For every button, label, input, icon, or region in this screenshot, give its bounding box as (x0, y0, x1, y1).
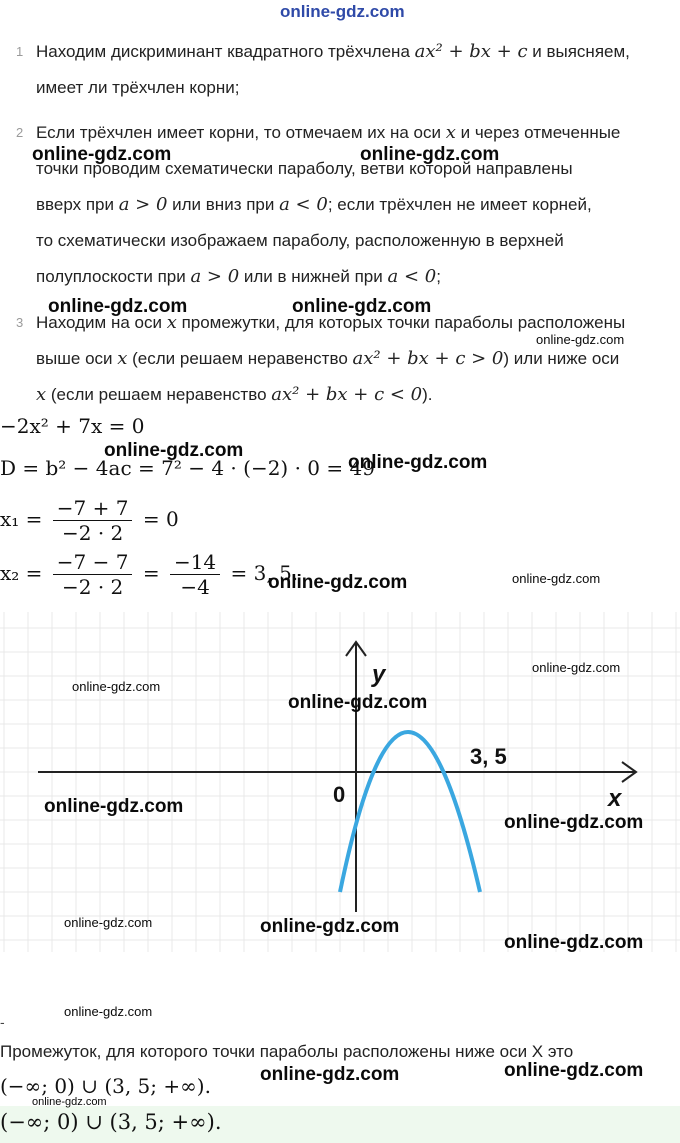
watermark: online-gdz.com (360, 144, 500, 165)
math-variable: x (36, 384, 47, 405)
step-text (36, 259, 676, 295)
watermark: online-gdz.com (512, 571, 601, 586)
discriminant-equation: D = b² − 4ac = 7² − 4 · (−2) · 0 = 49 (0, 456, 375, 480)
step-number: 3 (16, 315, 24, 330)
step-text-line: ). (422, 385, 433, 404)
step-text-line: имеет ли трёхчлен корни; (36, 78, 240, 97)
math-expression: a < 0 (387, 266, 437, 287)
watermark: online-gdz.com (268, 572, 408, 593)
watermark: online-gdz.com (280, 2, 405, 21)
math-expression: ax² + bx + c < 0 (271, 384, 423, 405)
root-label: x₂ = (0, 561, 43, 585)
watermark: online-gdz.com (536, 332, 625, 347)
root-x1-equation (0, 496, 179, 545)
step-text-line: ; (436, 267, 441, 286)
step-number: 2 (16, 125, 24, 140)
math-expression: a < 0 (279, 194, 328, 215)
denominator: −4 (180, 575, 210, 599)
math-variable: x (117, 348, 128, 369)
step-text-line: или в нижней при (239, 267, 388, 286)
watermark: online-gdz.com (504, 1060, 644, 1081)
step-text-line: выше оси (36, 349, 118, 368)
math-variable: x (445, 122, 456, 143)
step-text-line: и через отмеченные (455, 123, 621, 142)
step-text (36, 187, 676, 223)
watermark: online-gdz.com (348, 452, 488, 473)
step-text-line: ; если трёхчлен не имеет корней, (327, 195, 592, 214)
step-number: 1 (16, 44, 24, 59)
separator-dash: - (0, 1014, 5, 1030)
watermark: online-gdz.com (532, 660, 621, 675)
root-label: 3, 5 (470, 744, 507, 769)
step-text-line: и выясняем, (527, 42, 630, 61)
numerator: −7 + 7 (53, 496, 133, 521)
watermark: online-gdz.com (64, 915, 153, 930)
watermark: online-gdz.com (504, 812, 644, 833)
result: = 3, 5. (230, 561, 299, 585)
watermark: online-gdz.com (48, 296, 188, 317)
root-x2-equation (0, 550, 298, 599)
step-text-line: Находим дискриминант квадратного трёхчлена (36, 42, 415, 61)
step-text-line: (если решаем неравенство (127, 349, 353, 368)
watermark: online-gdz.com (32, 1096, 107, 1108)
watermark: online-gdz.com (292, 296, 432, 317)
fraction (170, 550, 220, 599)
watermark: online-gdz.com (104, 440, 244, 461)
equation-1: −2x² + 7x = 0 (0, 414, 145, 438)
equals-sign: = (142, 561, 160, 585)
watermark: online-gdz.com (288, 692, 428, 713)
denominator: −2 · 2 (61, 521, 124, 545)
step-text-line: промежутки, для которых точки параболы расположены (176, 313, 626, 332)
answer-text (0, 1042, 573, 1062)
watermark: online-gdz.com (64, 1004, 153, 1019)
math-expression: ax² + bx + c (414, 41, 528, 62)
step-text (36, 377, 676, 413)
step-text-line: Находим на оси (36, 313, 167, 332)
math-expression: ax² + bx + c > 0 (352, 348, 504, 369)
origin-label: 0 (333, 782, 346, 807)
answer-interval: (−∞; 0) ∪ (3, 5; +∞). (0, 1074, 211, 1098)
result: = 0 (142, 507, 179, 531)
watermark: online-gdz.com (260, 916, 400, 937)
watermark: online-gdz.com (44, 796, 184, 817)
step-text-line: то схематически изображаем параболу, расположенную в верхней (36, 231, 564, 250)
math-expression: a > 0 (190, 266, 240, 287)
watermark: online-gdz.com (32, 144, 172, 165)
step-text-line: (если решаем неравенство (46, 385, 272, 404)
math-expression: a > 0 (118, 194, 168, 215)
numerator: −7 − 7 (53, 550, 133, 575)
step-text (36, 34, 676, 70)
step-text-line: полуплоскости при (36, 267, 191, 286)
watermark: online-gdz.com (72, 679, 161, 694)
step-text-line: Если трёхчлен имеет корни, то отмечаем их на оси (36, 123, 446, 142)
fraction (53, 496, 133, 545)
step-text-line: или вниз при (167, 195, 280, 214)
final-answer-box (0, 1106, 680, 1143)
math-variable: x (166, 312, 177, 333)
y-axis-label: y (372, 661, 386, 688)
watermark: online-gdz.com (504, 932, 644, 953)
denominator: −2 · 2 (61, 575, 124, 599)
root-label: x₁ = (0, 507, 43, 531)
fraction (53, 550, 133, 599)
final-answer: (−∞; 0) ∪ (3, 5; +∞). (0, 1110, 222, 1134)
step-text-line: вверх при (36, 195, 119, 214)
step-text-line: точки проводим схематически параболу, ветви которой направлены (36, 159, 573, 178)
x-axis-label: x (608, 785, 622, 812)
answer-sentence: Промежуток, для которого точки параболы расположены ниже оси X это (0, 1042, 574, 1061)
numerator: −14 (170, 550, 220, 575)
step-text-line: ) или ниже оси (503, 349, 620, 368)
watermark: online-gdz.com (260, 1064, 400, 1085)
